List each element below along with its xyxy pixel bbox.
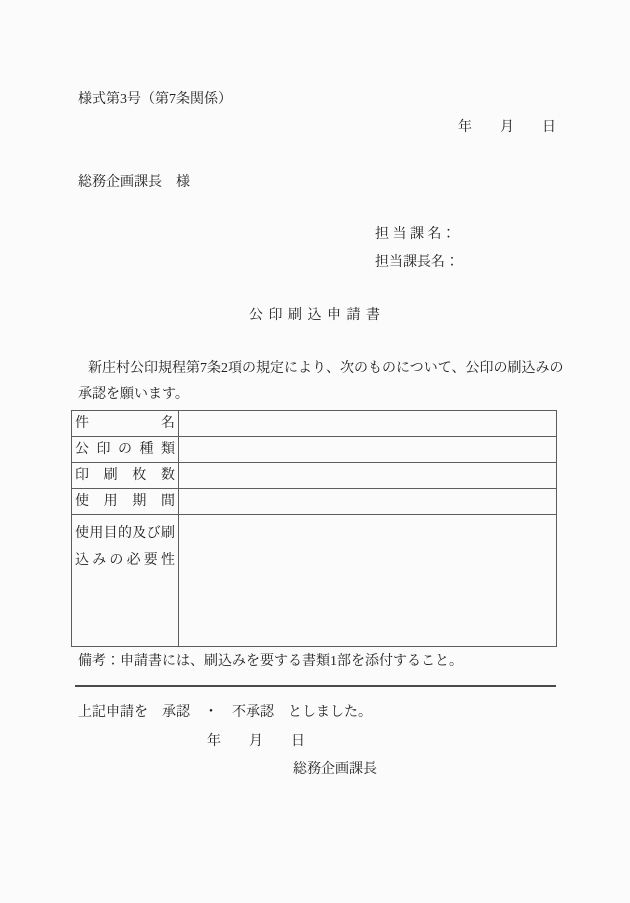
application-table: [71, 410, 557, 647]
date-blank-top: 年 月 日: [458, 120, 556, 135]
body-line-2: 承認を願います。: [78, 387, 189, 402]
table-row: [72, 515, 556, 646]
table-row: [72, 489, 556, 515]
staff-section-label: 担 当 課 名：: [375, 227, 456, 242]
row-value-purpose-necessity: [179, 515, 556, 646]
body-line-1: 新庄村公印規程第7条2項の規定により、次のものについて、公印の刷込みの: [88, 361, 564, 376]
row-label-print-count: 印刷枚数: [72, 463, 179, 488]
form-number: 様式第3号（第7条関係）: [78, 92, 232, 107]
row-label-purpose-necessity: 使用目的及び刷込みの必要性: [72, 515, 179, 646]
addressee: 総務企画課長 様: [78, 175, 190, 190]
decision-sentence: 上記申請を 承認 ・ 不承認 としました。: [78, 705, 372, 720]
row-value-usage-period: [179, 489, 556, 514]
row-value-subject: [179, 411, 556, 436]
row-label-seal-type: 公印の種類: [72, 437, 179, 462]
table-row: [72, 437, 556, 463]
decision-date-blank: 年 月 日: [207, 734, 305, 749]
row-value-print-count: [179, 463, 556, 488]
approver-title: 総務企画課長: [293, 762, 377, 777]
table-row: [72, 463, 556, 489]
note-line: 備考：申請書には、刷込みを要する書類1部を添付すること。: [78, 654, 463, 669]
staff-chief-label: 担当課長名：: [375, 255, 459, 270]
divider-rule: [75, 685, 556, 687]
table-row: [72, 411, 556, 437]
row-label-subject: 件名: [72, 411, 179, 436]
form-title: 公 印 刷 込 申 請 書: [249, 308, 381, 323]
row-value-seal-type: [179, 437, 556, 462]
row-label-usage-period: 使用期間: [72, 489, 179, 514]
